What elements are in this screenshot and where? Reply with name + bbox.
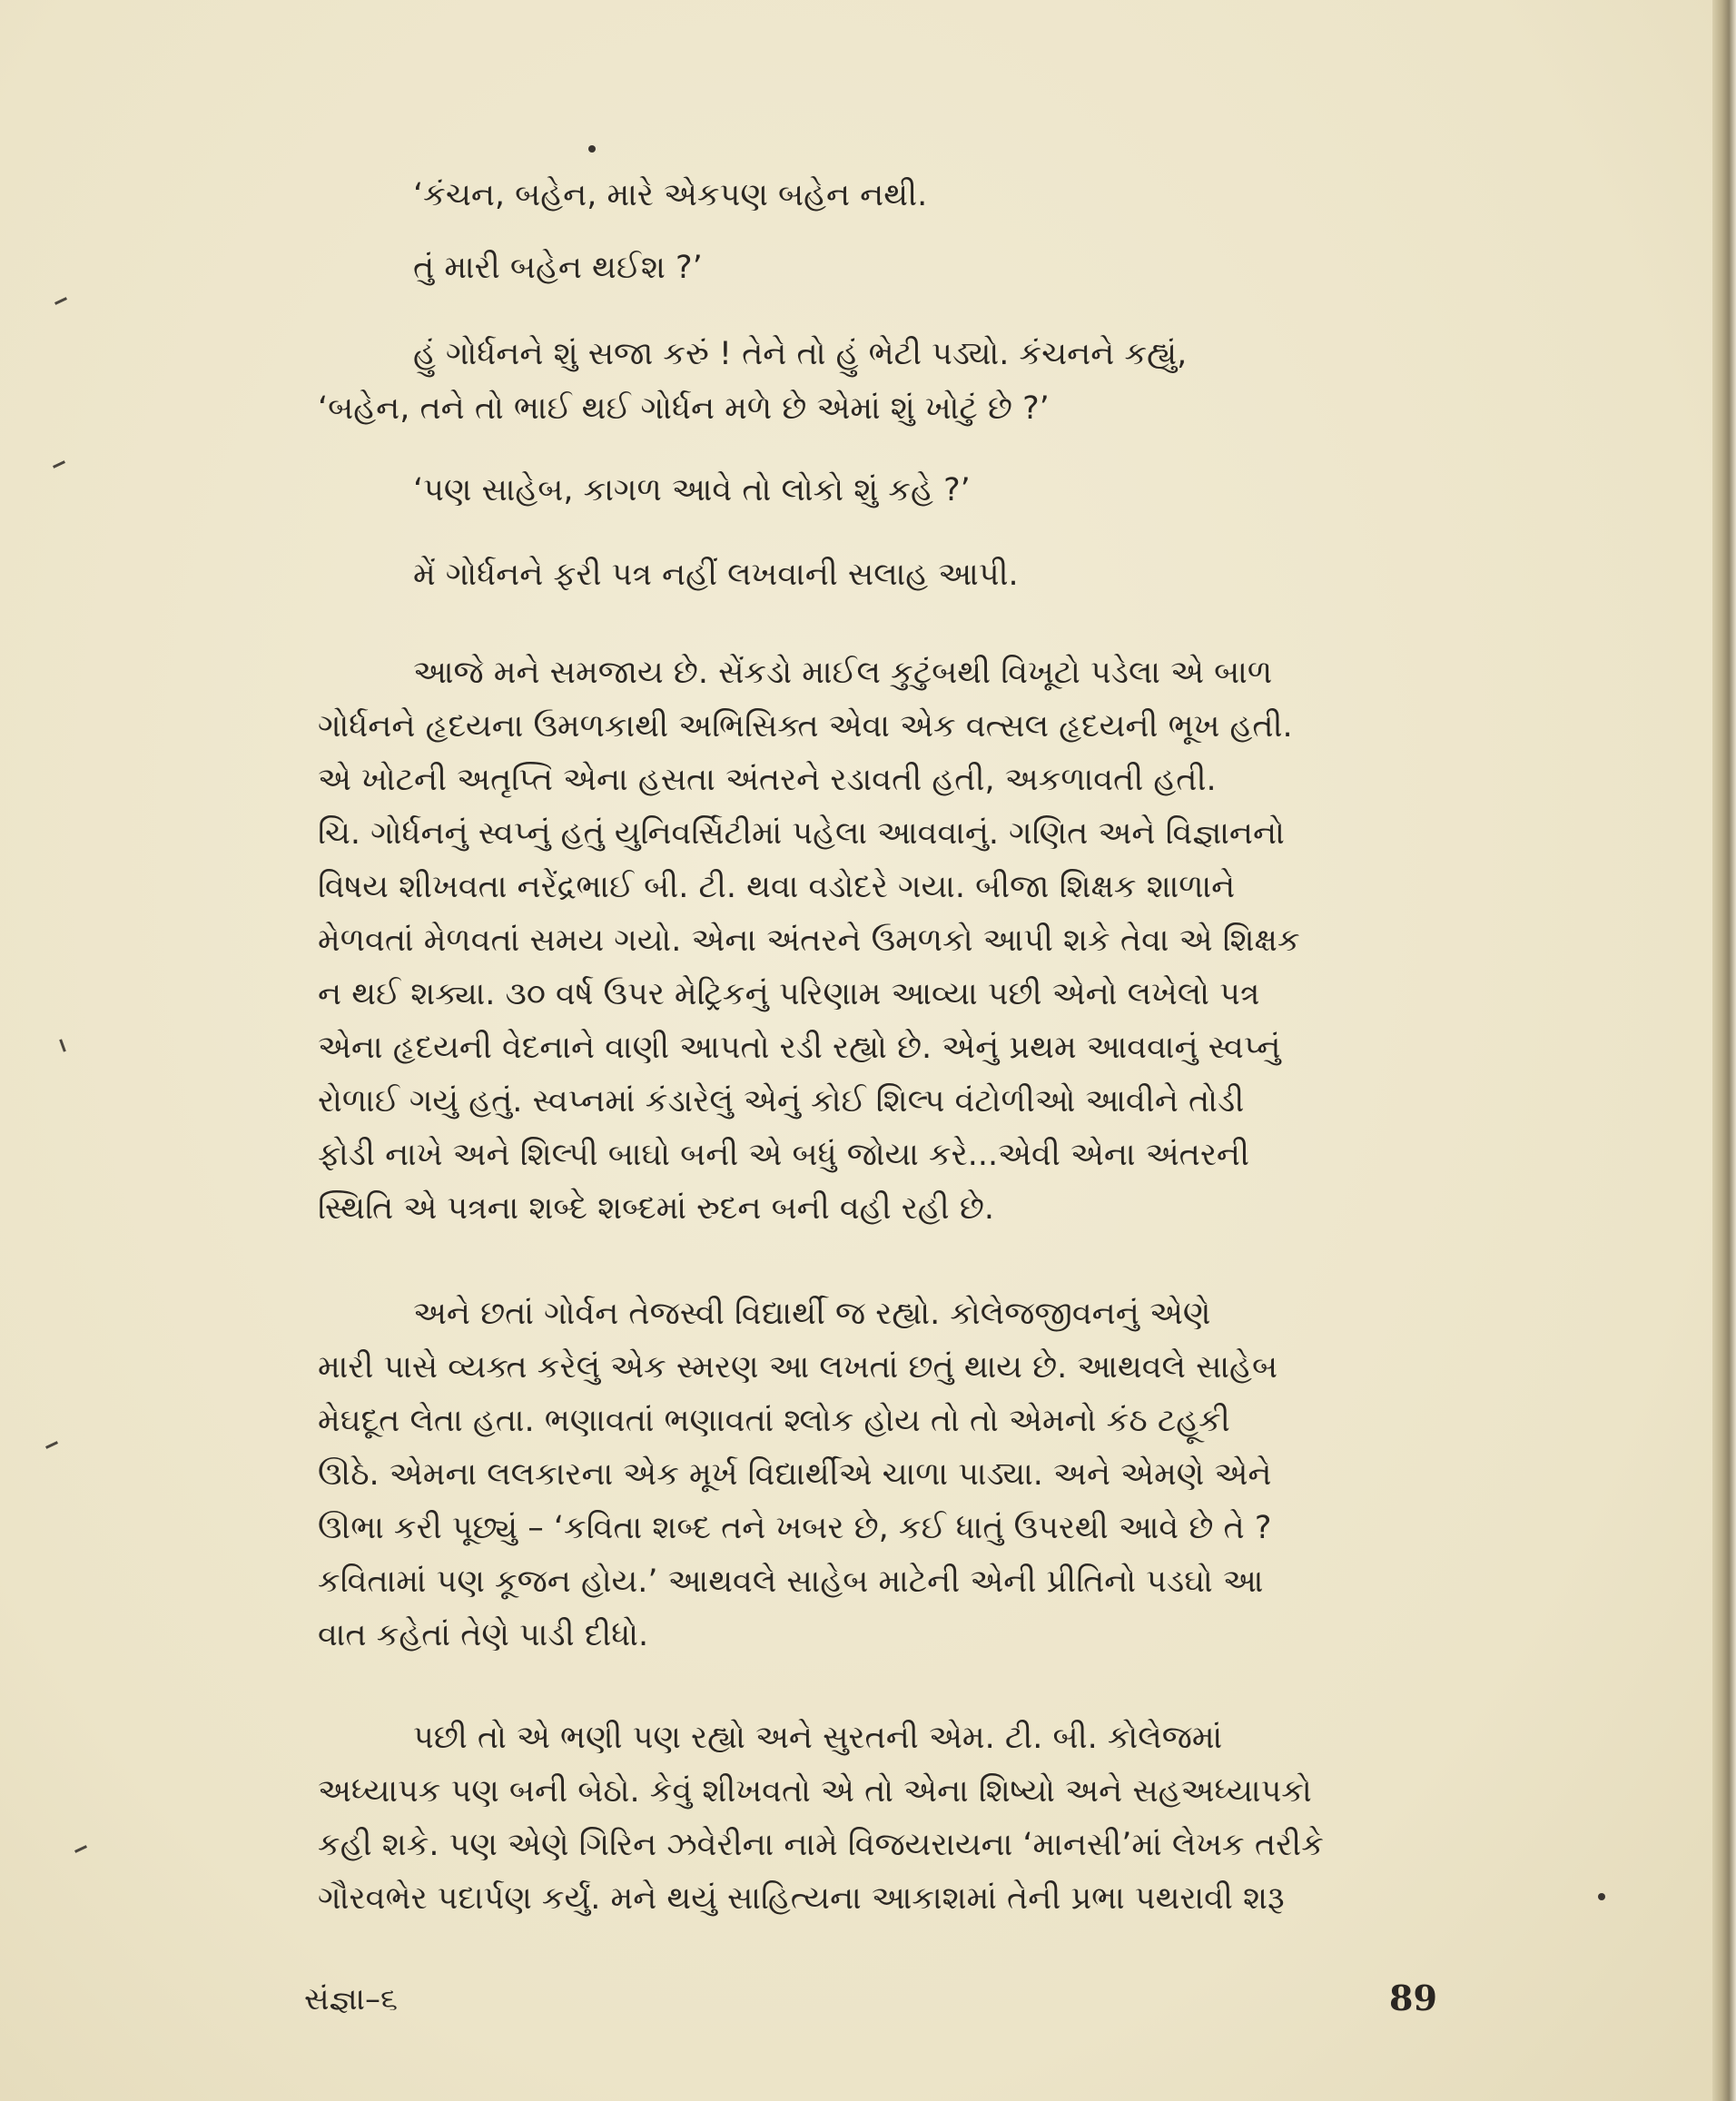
dialog-line-4: મેં ગોર્ધનને ફરી પત્ર નહીં લખવાની સલાહ આપી. xyxy=(413,557,1019,593)
dialog-line-3: ‘પણ સાહેબ, કાગળ આવે તો લોકો શું કહે ?’ xyxy=(413,472,971,508)
margin-mark xyxy=(45,1441,58,1449)
text-line: ચિ. ગોર્ધનનું સ્વપ્નું હતું યુનિવર્સિટીમાં પહેલા આવવાનું. ગણિત અને વિજ્ઞાનનો xyxy=(318,815,1285,852)
text-line: વિષય શીખવતા નરેંદ્રભાઈ બી. ટી. થવા વડોદરે ગયા. બીજા શિક્ષક શાળાને xyxy=(318,869,1236,905)
journal-name: સંજ્ઞા–૬ xyxy=(304,1981,399,2017)
para1-second-line: ‘બહેન, તને તો ભાઈ થઈ ગોર્ધન મળે છે એમાં શું ખોટું છે ?’ xyxy=(318,390,1050,427)
text-line: અને છતાં ગોર્વન તેજસ્વી વિદ્યાર્થી જ રહ્યો. કોલેજજીવનનું એણે xyxy=(413,1296,1211,1332)
margin-mark xyxy=(59,1039,66,1051)
margin-mark xyxy=(74,1845,87,1853)
para1-first-line: હું ગોર્ધનને શું સજા કરું ! તેને તો હું ભેટી પડ્યો. કંચનને કહ્યું, xyxy=(413,336,1188,372)
text-line: વાત કહેતાં તેણે પાડી દીધો. xyxy=(318,1617,649,1653)
text-line: આજે મને સમજાય છે. સેંકડો માઈલ કુટુંબથી વિખૂટો પડેલા એ બાળ xyxy=(413,655,1273,691)
margin-mark xyxy=(53,460,65,469)
text-line: એ ખોટની અતૃપ્તિ એના હસતા અંતરને રડાવતી હતી, અકળાવતી હતી. xyxy=(318,762,1217,798)
text-line: મેઘદૂત લેતા હતા. ભણાવતાં ભણાવતાં શ્લોક હોય તો તો એમનો કંઠ ટહૂકી xyxy=(318,1403,1230,1439)
dialog-line-2: તું મારી બહેન થઈશ ?’ xyxy=(413,250,703,286)
text-line: ઊઠે. એમના લલકારના એક મૂર્ખ વિદ્યાર્થીએ ચાળા પાડ્યા. અને એમણે એને xyxy=(318,1456,1272,1493)
text-line: ફોડી નાખે અને શિલ્પી બાઘો બની એ બધું જોયા કરે...એવી એના અંતરની xyxy=(318,1137,1249,1173)
text-line: પછી તો એ ભણી પણ રહ્યો અને સુરતની એમ. ટી. બી. કોલેજમાં xyxy=(413,1720,1223,1756)
ink-dot xyxy=(588,145,596,153)
ink-dot xyxy=(1598,1893,1605,1900)
page-number: 89 xyxy=(1389,1978,1437,2018)
text-line: ઊભા કરી પૂછ્યું – ‘કવિતા શબ્દ તને ખબર છે, કઈ ધાતું ઉપરથી આવે છે તે ? xyxy=(318,1510,1272,1546)
text-line: કહી શકે. પણ એણે ગિરિન ઝવેરીના નામે વિજયરાયના ‘માનસી’માં લેખક તરીકે xyxy=(318,1827,1324,1863)
dialog-line-1: ‘કંચન, બહેન, મારે એકપણ બહેન નથી. xyxy=(413,177,928,213)
text-line: એના હૃદયની વેદનાને વાણી આપતો રડી રહ્યો છે. એનું પ્રથમ આવવાનું સ્વપ્નું xyxy=(318,1030,1281,1066)
text-line: ગોર્ધનને હૃદયના ઉમળકાથી અભિસિક્ત એવા એક વત્સલ હૃદયની ભૂખ હતી. xyxy=(318,708,1293,745)
paragraph-3 xyxy=(318,1287,1435,1662)
text-line: મારી પાસે વ્યક્ત કરેલું એક સ્મરણ આ લખતાં છતું થાય છે. આથવલે સાહેબ xyxy=(318,1349,1278,1386)
text-line: અધ્યાપક પણ બની બેઠો. કેવું શીખવતો એ તો એના શિષ્યો અને સહઅધ્યાપકો xyxy=(318,1773,1312,1810)
text-line: રોળાઈ ગયું હતું. સ્વપ્નમાં કંડારેલું એનું કોઈ શિલ્પ વંટોળીઓ આવીને તોડી xyxy=(318,1083,1245,1120)
text-line: મેળવતાં મેળવતાં સમય ગયો. એના અંતરને ઉમળકો આપી શકે તેવા એ શિક્ષક xyxy=(318,922,1300,959)
text-line: ગૌરવભેર પદાર્પણ કર્યું. મને થયું સાહિત્યના આકાશમાં તેની પ્રભા પથરાવી શરૂ xyxy=(318,1880,1285,1917)
paragraph-4 xyxy=(318,1711,1435,1926)
text-line: ન થઈ શક્યા. ૩૦ વર્ષ ઉપર મેટ્રિકનું પરિણામ આવ્યા પછી એનો લખેલો પત્ર xyxy=(318,976,1260,1012)
paragraph-2 xyxy=(318,646,1435,1236)
text-line: સ્થિતિ એ પત્રના શબ્દે શબ્દમાં રુદન બની વહી રહી છે. xyxy=(318,1190,995,1227)
text-line: કવિતામાં પણ કૂજન હોય.’ આથવલે સાહેબ માટેની એની પ્રીતિનો પડઘો આ xyxy=(318,1563,1264,1600)
margin-mark xyxy=(54,297,67,305)
page-edge xyxy=(1712,0,1736,2101)
